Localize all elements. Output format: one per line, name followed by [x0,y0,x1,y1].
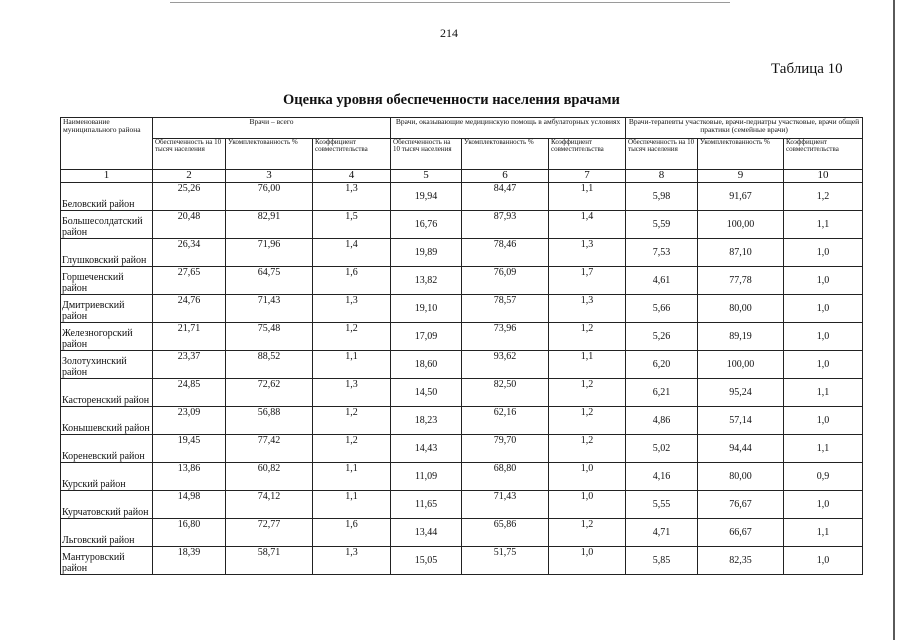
district-name: Льговский район [61,518,153,546]
table-cell: 71,96 [226,238,313,266]
column-number: 2 [153,170,226,183]
column-number: 9 [698,170,784,183]
table-cell: 15,05 [391,546,462,574]
table-row [61,266,863,294]
table-cell: 88,52 [226,350,313,378]
table-cell: 26,34 [153,238,226,266]
table-cell: 1,0 [549,490,626,518]
table-cell: 24,76 [153,294,226,322]
table-cell: 7,53 [626,238,698,266]
table-cell: 19,45 [153,434,226,462]
table-cell: 1,0 [784,266,863,294]
table-cell: 18,39 [153,546,226,574]
table-cell: 93,62 [462,350,549,378]
header-sub: Укомплектованность % [226,139,313,170]
table-cell: 1,0 [784,238,863,266]
table-cell: 18,23 [391,406,462,434]
table-cell: 17,09 [391,322,462,350]
page-number: 214 [440,26,458,40]
table-row [61,462,863,490]
table-cell: 23,09 [153,406,226,434]
header-group-outpatient: Врачи, оказывающие медицинскую помощь в амбулаторных условиях [391,118,626,139]
table-cell: 1,6 [313,518,391,546]
table-cell: 76,09 [462,266,549,294]
table-cell: 1,0 [549,462,626,490]
district-name: Дмитриевский район [61,294,153,322]
table-cell: 4,71 [626,518,698,546]
column-number: 3 [226,170,313,183]
header-sub: Коэффициент совместительства [549,139,626,170]
district-name: Железногорский район [61,322,153,350]
column-number: 6 [462,170,549,183]
table-cell: 89,19 [698,322,784,350]
district-name: Беловский район [61,182,153,210]
table-cell: 87,93 [462,210,549,238]
table-cell: 23,37 [153,350,226,378]
page-title: Оценка уровня обеспеченности населения врачами [283,92,620,108]
table-cell: 100,00 [698,350,784,378]
district-name: Большесолдатский район [61,210,153,238]
table-row [61,294,863,322]
physicians-table [60,117,863,575]
table-cell: 1,3 [313,378,391,406]
table-label: Таблица 10 [771,61,843,77]
table-row [61,238,863,266]
table-cell: 1,2 [313,434,391,462]
table-cell: 60,82 [226,462,313,490]
table-cell: 14,50 [391,378,462,406]
table-cell: 21,71 [153,322,226,350]
table-cell: 27,65 [153,266,226,294]
table-cell: 4,61 [626,266,698,294]
column-number: 1 [61,170,153,183]
table-cell: 1,1 [784,518,863,546]
table-cell: 14,98 [153,490,226,518]
table-cell: 18,60 [391,350,462,378]
table-cell: 77,42 [226,434,313,462]
table-cell: 78,57 [462,294,549,322]
table-cell: 1,0 [784,406,863,434]
table-row [61,546,863,574]
table-cell: 20,48 [153,210,226,238]
table-cell: 16,80 [153,518,226,546]
table-cell: 91,67 [698,182,784,210]
header-sub: Укомплектованность % [698,139,784,170]
column-number: 4 [313,170,391,183]
table-cell: 1,0 [784,490,863,518]
table-cell: 25,26 [153,182,226,210]
table-cell: 1,0 [784,294,863,322]
header-sub: Обеспеченность на 10 тысяч населения [391,139,462,170]
table-cell: 6,21 [626,378,698,406]
header-row-numbers [61,170,863,183]
header-group-all-doctors: Врачи – всего [153,118,391,139]
table-row [61,518,863,546]
table-cell: 78,46 [462,238,549,266]
table-cell: 68,80 [462,462,549,490]
table-cell: 76,00 [226,182,313,210]
header-group-primary-care: Врачи-терапевты участковые, врачи-педиатры участковые, врачи общей практики (семейные врачи) [626,118,863,139]
table-cell: 1,1 [313,462,391,490]
table-cell: 51,75 [462,546,549,574]
table-cell: 11,09 [391,462,462,490]
table-cell: 19,10 [391,294,462,322]
table-row [61,378,863,406]
table-cell: 1,4 [549,210,626,238]
table-cell: 64,75 [226,266,313,294]
table-cell: 72,77 [226,518,313,546]
table-cell: 4,16 [626,462,698,490]
table-row [61,490,863,518]
table-cell: 80,00 [698,462,784,490]
table-cell: 1,7 [549,266,626,294]
table-cell: 1,5 [313,210,391,238]
table-cell: 1,3 [313,546,391,574]
table-cell: 1,2 [313,322,391,350]
table-cell: 84,47 [462,182,549,210]
table-cell: 1,1 [784,210,863,238]
table-cell: 1,2 [549,378,626,406]
scan-edge-right [893,0,895,640]
table-cell: 1,2 [784,182,863,210]
table-cell: 1,1 [784,378,863,406]
table-cell: 1,1 [313,490,391,518]
table-cell: 1,3 [313,182,391,210]
table-cell: 5,02 [626,434,698,462]
table-cell: 87,10 [698,238,784,266]
table-cell: 19,89 [391,238,462,266]
table-cell: 6,20 [626,350,698,378]
table-cell: 1,1 [549,182,626,210]
table-cell: 58,71 [226,546,313,574]
table-cell: 16,76 [391,210,462,238]
table-cell: 1,1 [313,350,391,378]
header-sub: Обеспеченность на 10 тысяч населения [153,139,226,170]
table-cell: 1,2 [549,434,626,462]
table-cell: 24,85 [153,378,226,406]
table-cell: 65,86 [462,518,549,546]
table-cell: 56,88 [226,406,313,434]
table-cell: 76,67 [698,490,784,518]
table-cell: 5,66 [626,294,698,322]
table-cell: 71,43 [226,294,313,322]
table-cell: 94,44 [698,434,784,462]
table-cell: 62,16 [462,406,549,434]
table-cell: 95,24 [698,378,784,406]
table-cell: 13,82 [391,266,462,294]
table-row [61,350,863,378]
district-name: Горшеченский район [61,266,153,294]
table-cell: 1,0 [784,546,863,574]
district-name: Курский район [61,462,153,490]
table-cell: 14,43 [391,434,462,462]
scan-edge-top [170,2,730,3]
table-cell: 77,78 [698,266,784,294]
column-number: 7 [549,170,626,183]
header-name-col: Наименование муниципального района [61,118,153,170]
table-cell: 72,62 [226,378,313,406]
table-cell: 1,3 [549,294,626,322]
district-name: Золотухинский район [61,350,153,378]
table-row [61,322,863,350]
table-cell: 5,98 [626,182,698,210]
district-name: Глушковский район [61,238,153,266]
column-number: 5 [391,170,462,183]
header-row-groups [61,118,863,139]
table-cell: 0,9 [784,462,863,490]
table-cell: 1,2 [313,406,391,434]
table-cell: 1,1 [549,350,626,378]
header-sub: Обеспеченность на 10 тысяч населения [626,139,698,170]
table-cell: 57,14 [698,406,784,434]
table-cell: 13,86 [153,462,226,490]
table-cell: 13,44 [391,518,462,546]
table-cell: 82,50 [462,378,549,406]
table-cell: 73,96 [462,322,549,350]
table-cell: 19,94 [391,182,462,210]
district-name: Касторенский район [61,378,153,406]
table-row [61,434,863,462]
table-row [61,210,863,238]
table-cell: 1,1 [784,434,863,462]
table-cell: 1,2 [549,518,626,546]
table-cell: 79,70 [462,434,549,462]
table-cell: 1,3 [549,238,626,266]
table-row [61,182,863,210]
district-name: Мантуровский район [61,546,153,574]
table-cell: 5,59 [626,210,698,238]
table-cell: 4,86 [626,406,698,434]
table-cell: 5,26 [626,322,698,350]
table-cell: 75,48 [226,322,313,350]
district-name: Конышевский район [61,406,153,434]
table-row [61,406,863,434]
district-name: Курчатовский район [61,490,153,518]
column-number: 8 [626,170,698,183]
table-cell: 1,6 [313,266,391,294]
table-cell: 1,0 [784,350,863,378]
table-cell: 82,35 [698,546,784,574]
table-cell: 80,00 [698,294,784,322]
table-cell: 1,2 [549,322,626,350]
header-sub: Укомплектованность % [462,139,549,170]
header-row-sub [61,139,863,170]
table-cell: 1,2 [549,406,626,434]
table-cell: 74,12 [226,490,313,518]
column-number: 10 [784,170,863,183]
table-cell: 1,4 [313,238,391,266]
table-cell: 11,65 [391,490,462,518]
header-sub: Коэффициент совместительства [784,139,863,170]
table-body [61,182,863,574]
header-sub: Коэффициент совместительства [313,139,391,170]
district-name: Кореневский район [61,434,153,462]
table-cell: 82,91 [226,210,313,238]
table-cell: 1,3 [313,294,391,322]
table-cell: 66,67 [698,518,784,546]
table-cell: 100,00 [698,210,784,238]
table-cell: 1,0 [549,546,626,574]
table-cell: 1,0 [784,322,863,350]
table-cell: 5,85 [626,546,698,574]
table-cell: 5,55 [626,490,698,518]
table-cell: 71,43 [462,490,549,518]
